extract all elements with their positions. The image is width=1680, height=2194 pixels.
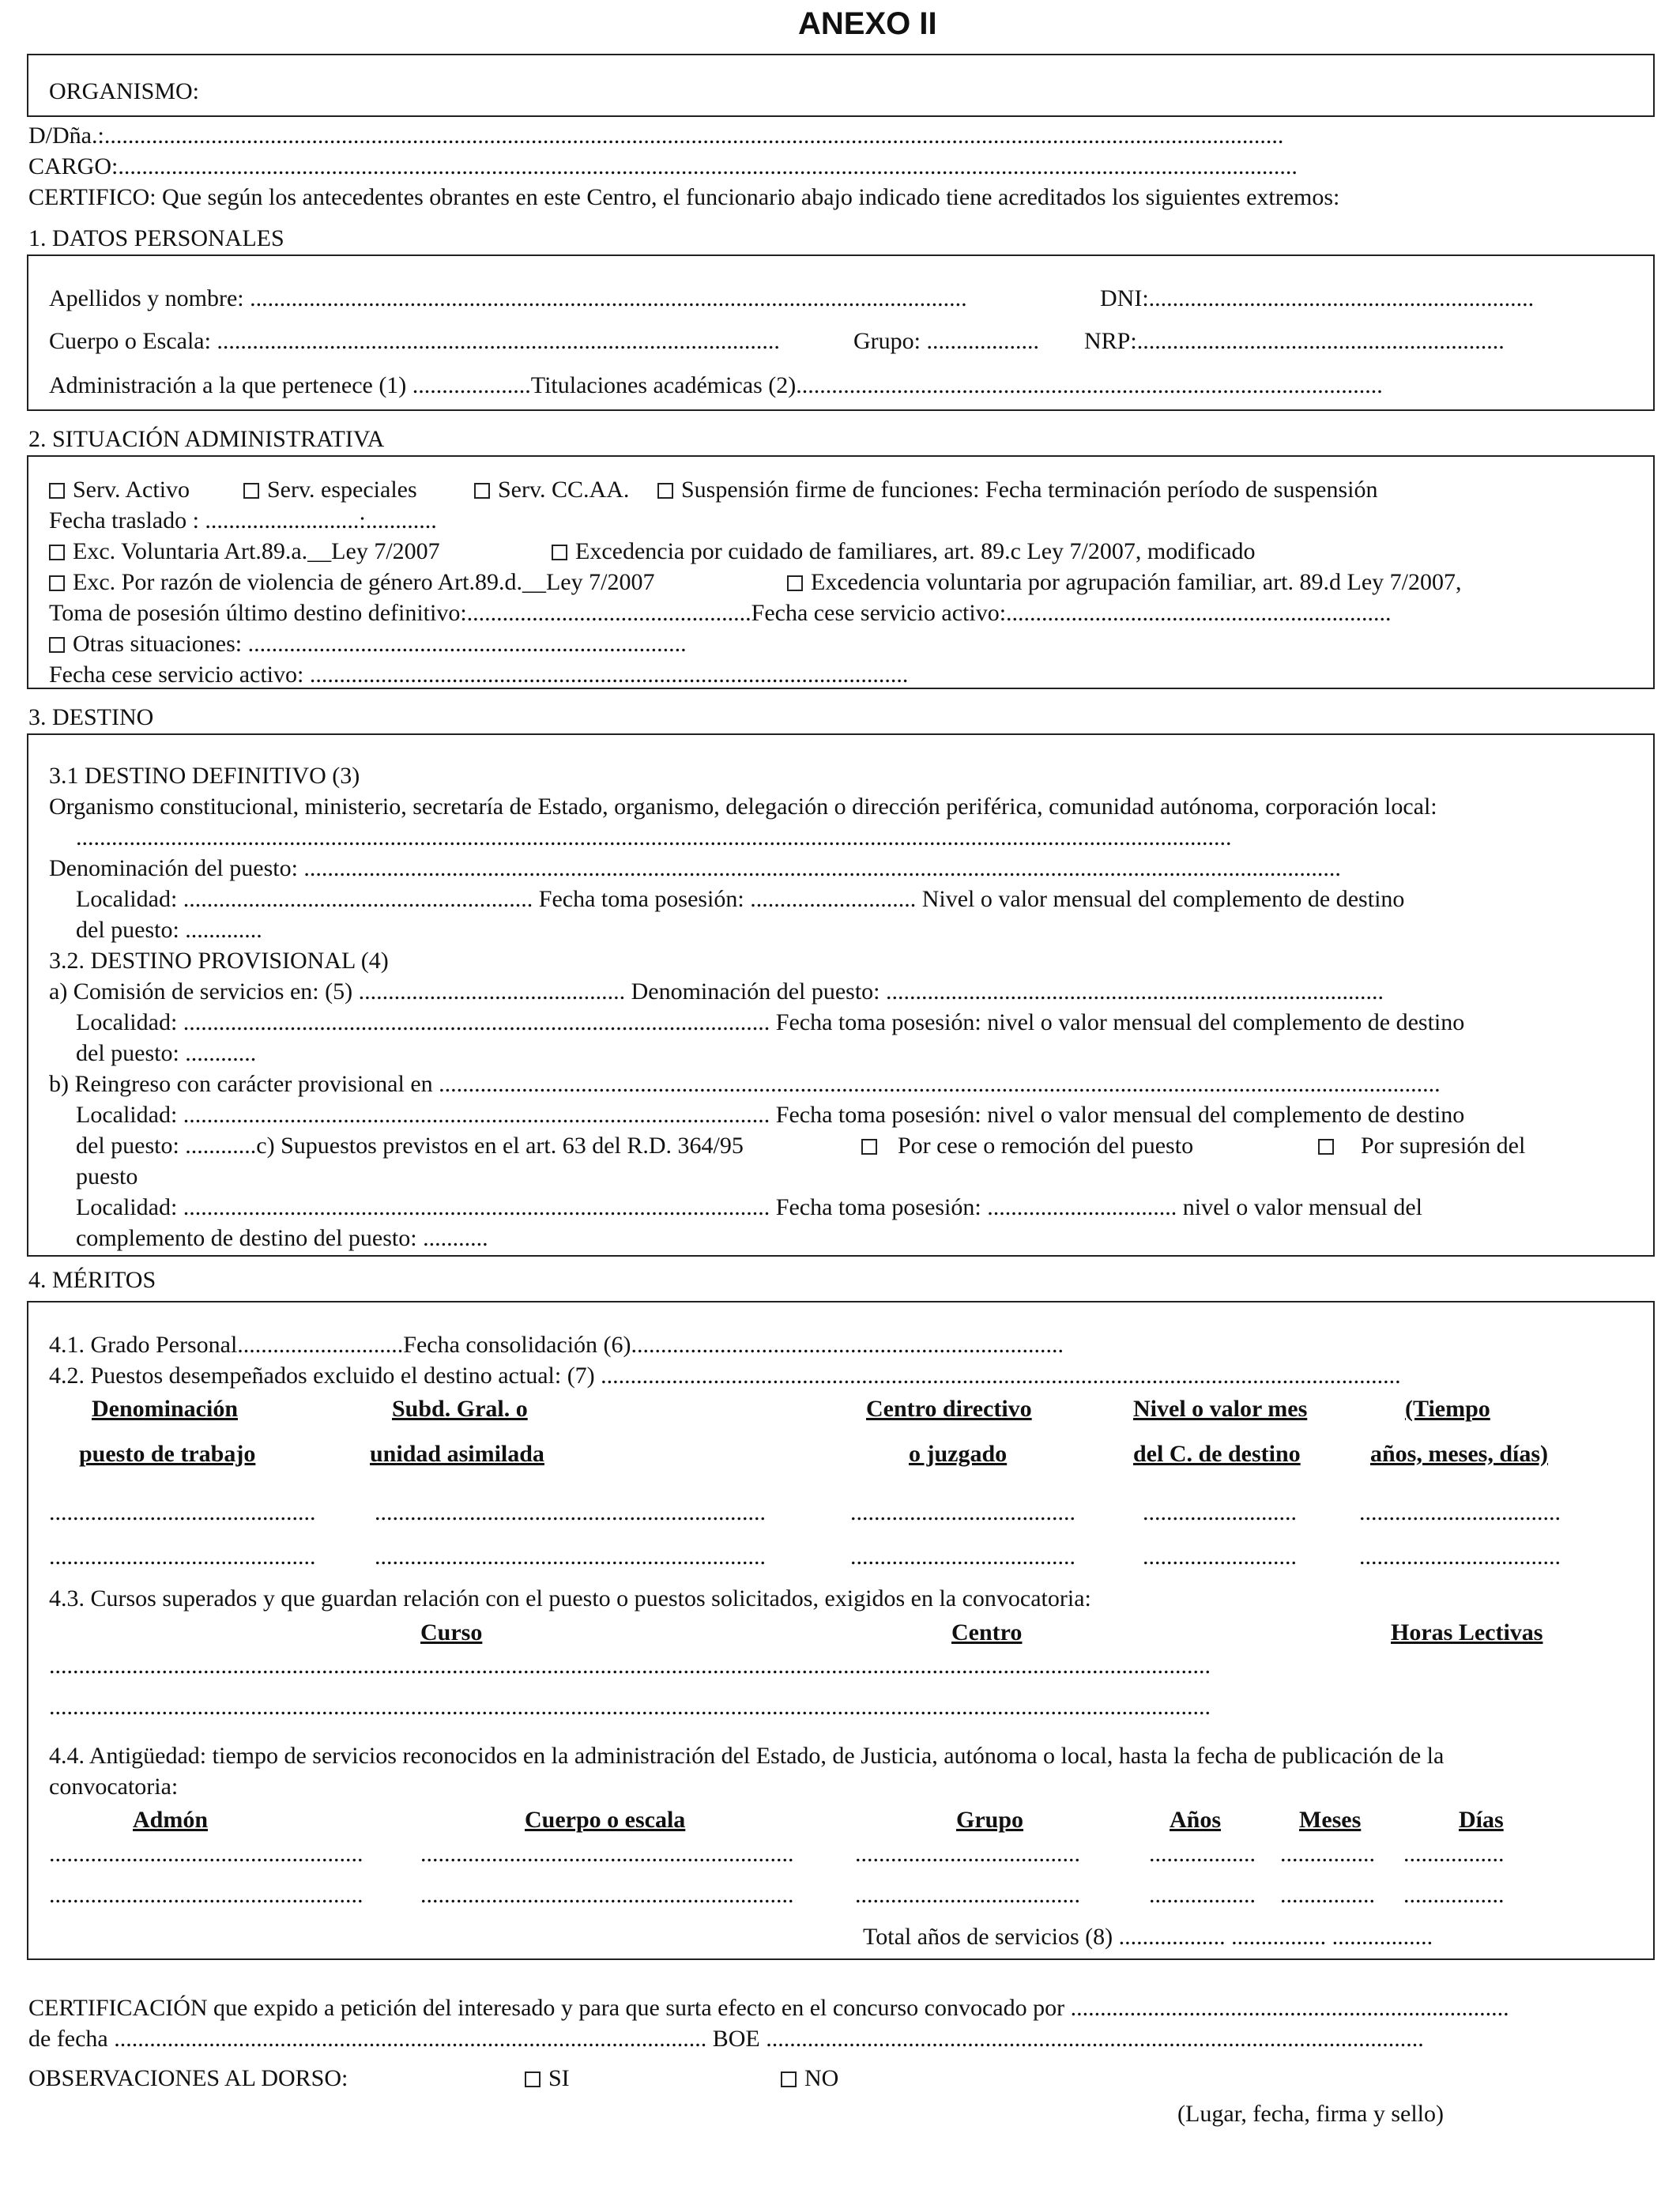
col-subd-gral: Subd. Gral. o	[392, 1396, 528, 1422]
col-admon: Admón	[133, 1807, 209, 1833]
antiguedad-label: 4.4. Antigüedad: tiempo de servicios reconocidos en la administración del Estado, de Justicia, autónoma o local, hasta la fecha de publicación de la	[49, 1743, 1445, 1769]
col-puesto-trabajo: puesto de trabajo	[79, 1441, 256, 1467]
col-curso: Curso	[420, 1619, 483, 1646]
col-unidad-asimilada: unidad asimilada	[370, 1441, 544, 1467]
puesto-label: puesto	[76, 1163, 138, 1189]
organismo-box	[27, 54, 1655, 117]
cursos-label: 4.3. Cursos superados y que guardan relación con el puesto o puestos solicitados, exigidos en la convocatoria:	[49, 1585, 1091, 1612]
antiguedad-row-field[interactable]: ......................................	[855, 1841, 1080, 1867]
checkbox[interactable]	[49, 637, 65, 653]
section-3-heading: 3. DESTINO	[28, 704, 154, 730]
localidad-supuestos-field[interactable]: Localidad: ................................................................................................... Fecha toma posesión: ................................ nivel o valor mensual del	[76, 1194, 1422, 1220]
section-2-heading: 2. SITUACIÓN ADMINISTRATIVA	[28, 426, 385, 452]
checkbox[interactable]	[474, 483, 490, 499]
denominacion-puesto-field[interactable]: Denominación del puesto: ...............................................................................................................................................................................	[49, 855, 1341, 881]
antiguedad-row-field[interactable]: .....................................................	[49, 1841, 363, 1867]
col-meses: Meses	[1299, 1807, 1362, 1833]
page-title: ANEXO II	[798, 6, 937, 41]
grado-personal-field[interactable]: 4.1. Grado Personal............................Fecha consolidación (6).........................................................................	[49, 1332, 1064, 1358]
puesto-row-field[interactable]: ..................................................................	[375, 1499, 766, 1525]
puesto-row-field[interactable]: ..........................	[1143, 1499, 1297, 1525]
serv-especiales-label: Serv. especiales	[267, 477, 417, 503]
observaciones-label: OBSERVACIONES AL DORSO:	[28, 2065, 348, 2091]
suspension-label: Suspensión firme de funciones: Fecha terminación período de suspensión	[681, 477, 1378, 503]
puesto-row-field[interactable]: .............................................	[49, 1544, 316, 1570]
checkbox[interactable]	[49, 575, 65, 591]
exc-cuidado-option[interactable]	[552, 536, 1256, 567]
cese-remocion-option[interactable]	[861, 1130, 1193, 1161]
no-label: NO	[804, 2065, 839, 2091]
checkbox[interactable]	[1318, 1139, 1334, 1155]
administracion-field[interactable]: Administración a la que pertenece (1) ....................Titulaciones académicas (2)...................................................................................................	[49, 372, 1383, 398]
col-juzgado: o juzgado	[909, 1441, 1008, 1467]
checkbox[interactable]	[552, 545, 567, 560]
puesto-row-field[interactable]: ......................................	[850, 1499, 1075, 1525]
col-c-destino: del C. de destino	[1133, 1441, 1301, 1467]
certificacion-text[interactable]: CERTIFICACIÓN que expido a petición del interesado y para que surta efecto en el concurso convocado por ..........................................................................	[28, 1995, 1509, 2021]
col-cuerpo-escala: Cuerpo o escala	[525, 1807, 686, 1833]
col-nivel-valor: Nivel o valor mes	[1133, 1396, 1308, 1422]
fecha-cese-field[interactable]: Fecha cese servicio activo: .....................................................................................................	[49, 662, 909, 688]
antiguedad-row-field[interactable]: ..................	[1149, 1841, 1256, 1867]
checkbox[interactable]	[657, 483, 673, 499]
puesto-nivel-definitivo[interactable]: del puesto: .............	[76, 917, 262, 943]
organismo-dots-field[interactable]: ...................................................................................................................................................................................................	[76, 824, 1232, 850]
observaciones-no-option[interactable]	[781, 2063, 838, 2094]
section-4-heading: 4. MÉRITOS	[28, 1267, 156, 1293]
checkbox[interactable]	[49, 545, 65, 560]
serv-activo-label: Serv. Activo	[73, 477, 190, 503]
col-centro-directivo: Centro directivo	[866, 1396, 1032, 1422]
checkbox[interactable]	[525, 2071, 541, 2087]
serv-ccaa-option[interactable]	[474, 474, 629, 505]
si-label: SI	[548, 2065, 570, 2091]
fecha-boe-field[interactable]: de fecha .................................................................................................... BOE ...............................................................................................................	[28, 2026, 1424, 2052]
puesto-row-field[interactable]: ..................................................................	[375, 1544, 766, 1570]
serv-especiales-option[interactable]	[243, 474, 417, 505]
puesto-row-field[interactable]: ..................................	[1359, 1544, 1561, 1570]
supuestos-previstos-label: del puesto: ............c) Supuestos previstos en el art. 63 del R.D. 364/95	[76, 1133, 744, 1159]
reingreso-field[interactable]: b) Reingreso con carácter provisional en .........................................................................................................................................................................	[49, 1071, 1441, 1097]
cargo-field[interactable]: CARGO:.......................................................................................................................................................................................................	[28, 153, 1298, 179]
exc-agrupacion-label: Excedencia voluntaria por agrupación familiar, art. 89.d Ley 7/2007,	[811, 569, 1462, 595]
total-servicios-field[interactable]: Total años de servicios (8) .................. ................ .................	[863, 1924, 1433, 1950]
col-denominacion: Denominación	[92, 1396, 239, 1422]
antiguedad-row-field[interactable]: ......................................	[855, 1882, 1080, 1908]
antiguedad-row-field[interactable]: ................	[1280, 1882, 1375, 1908]
destino-provisional-title: 3.2. DESTINO PROVISIONAL (4)	[49, 948, 389, 974]
grupo-field[interactable]: Grupo: ...................	[853, 328, 1039, 354]
lugar-fecha-firma: (Lugar, fecha, firma y sello)	[1177, 2101, 1444, 2127]
complemento-destino-field[interactable]: complemento de destino del puesto: ...........	[76, 1225, 488, 1251]
comision-servicios-field[interactable]: a) Comisión de servicios en: (5) ............................................. Denominación del puesto: ....................................................................................	[49, 978, 1384, 1005]
convocatoria-label: convocatoria:	[49, 1774, 179, 1800]
section-1-heading: 1. DATOS PERSONALES	[28, 225, 284, 251]
fecha-traslado-field[interactable]: Fecha traslado : ..........................:............	[49, 507, 437, 533]
curso-row-field[interactable]: ....................................................................................................................................................................................................	[49, 1653, 1211, 1679]
col-grupo: Grupo	[956, 1807, 1024, 1833]
checkbox[interactable]	[49, 483, 65, 499]
col-centro: Centro	[951, 1619, 1023, 1646]
curso-row-field[interactable]: ....................................................................................................................................................................................................	[49, 1694, 1211, 1720]
otras-situaciones-label: Otras situaciones: ..........................................................................	[73, 631, 687, 657]
certifico-text: CERTIFICO: Que según los antecedentes obrantes en este Centro, el funcionario abajo indicado tiene acreditados los siguientes extremos:	[28, 184, 1340, 210]
localidad-definitivo-field[interactable]: Localidad: ........................................................... Fecha toma posesión: ............................ Nivel o valor mensual del complemento de destino	[76, 886, 1405, 912]
exc-voluntaria-option[interactable]	[49, 536, 440, 567]
checkbox[interactable]	[781, 2071, 797, 2087]
serv-activo-option[interactable]	[49, 474, 190, 505]
localidad-reingreso-field[interactable]: Localidad: ................................................................................................... Fecha toma posesión: nivel o valor mensual del complemento de destino	[76, 1102, 1465, 1128]
col-anos-meses-dias: años, meses, días)	[1370, 1441, 1549, 1467]
col-anos: Años	[1170, 1807, 1222, 1833]
supresion-option[interactable]	[1318, 1130, 1525, 1161]
exc-violencia-option[interactable]	[49, 567, 654, 598]
destino-definitivo-title: 3.1 DESTINO DEFINITIVO (3)	[49, 763, 360, 789]
checkbox[interactable]	[861, 1139, 877, 1155]
antiguedad-row-field[interactable]: ...............................................................	[420, 1882, 794, 1908]
dni-field[interactable]: DNI:.................................................................	[1100, 285, 1535, 311]
supresion-label: Por supresión del	[1361, 1133, 1526, 1159]
apellidos-field[interactable]: Apellidos y nombre: .........................................................................................................................	[49, 285, 967, 311]
organismo-constitucional-label: Organismo constitucional, ministerio, secretaría de Estado, organismo, delegación o dirección periférica, comunidad autónoma, corporación local:	[49, 794, 1437, 820]
cuerpo-field[interactable]: Cuerpo o Escala: ...............................................................................................	[49, 328, 780, 354]
suspension-option[interactable]	[657, 474, 1377, 505]
checkbox[interactable]	[787, 575, 803, 591]
exc-agrupacion-option[interactable]	[787, 567, 1462, 598]
antiguedad-row-field[interactable]: ..................	[1149, 1882, 1256, 1908]
antiguedad-row-field[interactable]: ................	[1280, 1841, 1375, 1867]
exc-violencia-label: Exc. Por razón de violencia de género Art.89.d.__Ley 7/2007	[73, 569, 655, 595]
puestos-desempenados-field[interactable]: 4.2. Puestos desempeñados excluido el destino actual: (7) .......................................................................................................................................	[49, 1363, 1401, 1389]
col-horas-lectivas: Horas Lectivas	[1391, 1619, 1543, 1646]
localidad-comision-field[interactable]: Localidad: ................................................................................................... Fecha toma posesión: nivel o valor mensual del complemento de destino	[76, 1009, 1465, 1035]
toma-posesion-field[interactable]: Toma de posesión último destino definitivo:................................................Fecha cese servicio activo:.................................................................	[49, 600, 1392, 626]
col-tiempo: (Tiempo	[1405, 1396, 1490, 1422]
puesto-row-field[interactable]: ..........................	[1143, 1544, 1297, 1570]
col-dias: Días	[1459, 1807, 1504, 1833]
serv-ccaa-label: Serv. CC.AA.	[498, 477, 630, 503]
exc-cuidado-label: Excedencia por cuidado de familiares, art. 89.c Ley 7/2007, modificado	[575, 538, 1256, 564]
exc-voluntaria-label: Exc. Voluntaria Art.89.a.__Ley 7/2007	[73, 538, 440, 564]
puesto-row-field[interactable]: ..................................	[1359, 1499, 1561, 1525]
otras-situaciones-option[interactable]	[49, 628, 687, 659]
observaciones-si-option[interactable]	[525, 2063, 570, 2094]
organismo-label: ORGANISMO:	[49, 78, 200, 104]
antiguedad-row-field[interactable]: .................	[1403, 1841, 1505, 1867]
puesto-row-field[interactable]: ......................................	[850, 1544, 1075, 1570]
puesto-row-field[interactable]: .............................................	[49, 1499, 316, 1525]
nrp-field[interactable]: NRP:..............................................................	[1084, 328, 1505, 354]
antiguedad-row-field[interactable]: .................	[1403, 1882, 1505, 1908]
antiguedad-row-field[interactable]: .....................................................	[49, 1882, 363, 1908]
puesto-nivel-comision[interactable]: del puesto: ............	[76, 1040, 257, 1066]
antiguedad-row-field[interactable]: ...............................................................	[420, 1841, 794, 1867]
cese-remocion-label: Por cese o remoción del puesto	[898, 1133, 1194, 1159]
dona-field[interactable]: D/Dña.:.......................................................................................................................................................................................................	[28, 123, 1284, 149]
checkbox[interactable]	[243, 483, 259, 499]
